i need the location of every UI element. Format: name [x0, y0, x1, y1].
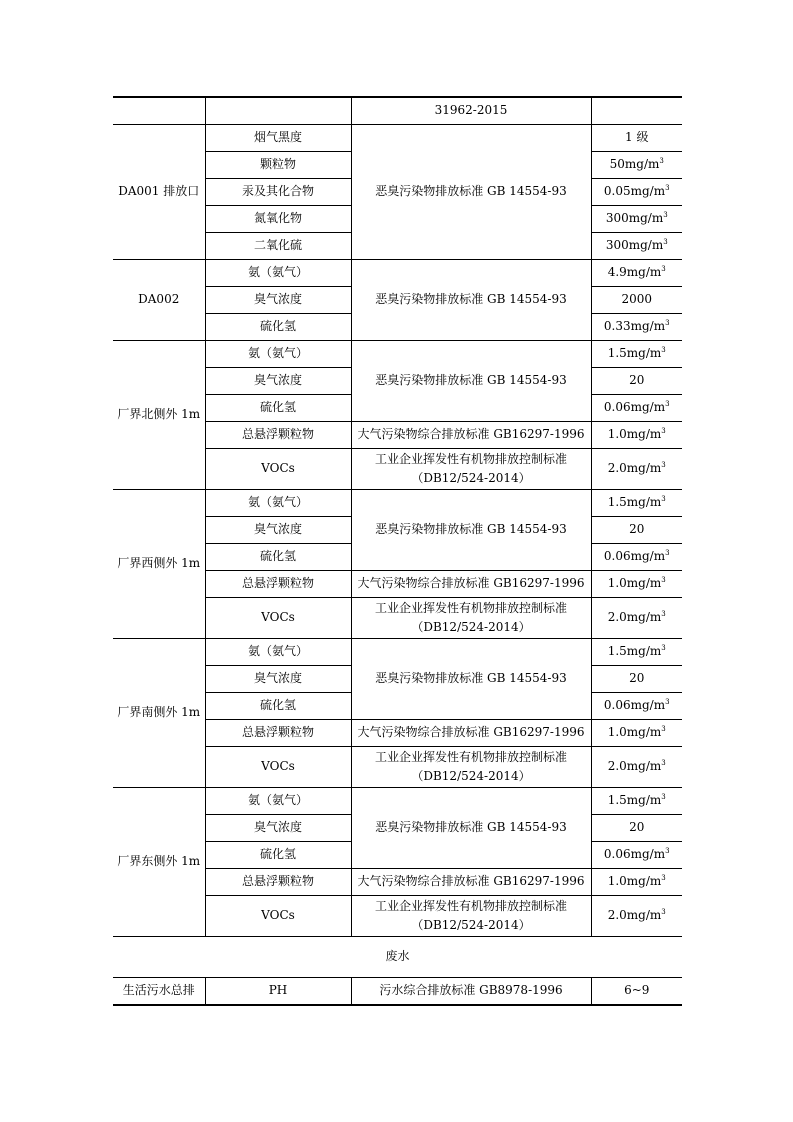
standard-cell: 恶臭污染物排放标准 GB 14554-93	[351, 489, 591, 570]
section-header-wastewater: 废水	[113, 936, 682, 977]
limit-cell: $0.06mg/m^3$	[591, 543, 682, 570]
pollutant-cell: 总悬浮颗粒物	[205, 719, 351, 746]
table-row	[113, 638, 682, 665]
limit-cell: $2.0mg/m^3$	[591, 895, 682, 936]
pollutant-cell: 臭气浓度	[205, 367, 351, 394]
table-row	[113, 787, 682, 814]
pollutant-cell: 硫化氢	[205, 543, 351, 570]
pollutant-cell: 氨（氨气）	[205, 340, 351, 367]
pollutant-cell: 二氧化硫	[205, 232, 351, 259]
monitor-point-cell: 厂界东侧外 1m	[113, 787, 205, 936]
pollutant-cell: 烟气黑度	[205, 124, 351, 151]
pollutant-cell: VOCs	[205, 895, 351, 936]
monitor-point-cell: DA001 排放口	[113, 124, 205, 259]
pollutant-cell: VOCs	[205, 597, 351, 638]
limit-cell: $1.0mg/m^3$	[591, 868, 682, 895]
standard-cell: 恶臭污染物排放标准 GB 14554-93	[351, 787, 591, 868]
standard-cell: 污水综合排放标准 GB8978-1996	[351, 977, 591, 1005]
pollutant-cell: 总悬浮颗粒物	[205, 421, 351, 448]
pollutant-cell: 硫化氢	[205, 692, 351, 719]
pollutant-cell: 总悬浮颗粒物	[205, 868, 351, 895]
pollutant-cell: 氮氧化物	[205, 205, 351, 232]
pollutant-cell	[205, 97, 351, 124]
table-row	[113, 97, 682, 124]
limit-cell: $1.5mg/m^3$	[591, 489, 682, 516]
monitor-point-cell: 厂界西侧外 1m	[113, 489, 205, 638]
limit-cell: $2.0mg/m^3$	[591, 448, 682, 489]
standard-cell: 大气污染物综合排放标准 GB16297-1996	[351, 570, 591, 597]
limit-cell: $0.06mg/m^3$	[591, 394, 682, 421]
table-row	[113, 489, 682, 516]
pollutant-cell: 氨（氨气）	[205, 787, 351, 814]
monitor-point-cell: DA002	[113, 259, 205, 340]
limit-cell: 1 级	[591, 124, 682, 151]
standard-cell: 工业企业挥发性有机物排放控制标准 （DB12/524-2014）	[351, 895, 591, 936]
pollutant-cell: 硫化氢	[205, 313, 351, 340]
pollutant-cell: 氨（氨气）	[205, 638, 351, 665]
standard-cell: 工业企业挥发性有机物排放控制标准 （DB12/524-2014）	[351, 448, 591, 489]
limit-cell: $2.0mg/m^3$	[591, 746, 682, 787]
limit-cell: $1.5mg/m^3$	[591, 787, 682, 814]
pollutant-cell: 氨（氨气）	[205, 489, 351, 516]
table-row	[113, 259, 682, 286]
monitor-point-cell: 厂界北侧外 1m	[113, 340, 205, 489]
standard-cell: 恶臭污染物排放标准 GB 14554-93	[351, 340, 591, 421]
limit-cell: $1.0mg/m^3$	[591, 570, 682, 597]
table-row	[113, 977, 682, 1005]
monitor-point-cell: 厂界南侧外 1m	[113, 638, 205, 787]
limit-cell: $1.0mg/m^3$	[591, 719, 682, 746]
limit-cell: $4.9mg/m^3$	[591, 259, 682, 286]
pollutant-cell: 臭气浓度	[205, 665, 351, 692]
limit-cell: 20	[591, 516, 682, 543]
pollutant-cell: 臭气浓度	[205, 814, 351, 841]
monitor-point-cell	[113, 97, 205, 124]
pollutant-cell: 颗粒物	[205, 151, 351, 178]
pollutant-cell: VOCs	[205, 746, 351, 787]
standard-cell: 大气污染物综合排放标准 GB16297-1996	[351, 868, 591, 895]
pollutant-cell: 氨（氨气）	[205, 259, 351, 286]
section-header-row	[113, 936, 682, 977]
standard-cell: 工业企业挥发性有机物排放控制标准 （DB12/524-2014）	[351, 746, 591, 787]
emission-standards-table	[113, 96, 682, 1006]
limit-cell: $0.06mg/m^3$	[591, 692, 682, 719]
pollutant-cell: 硫化氢	[205, 394, 351, 421]
pollutant-cell: 汞及其化合物	[205, 178, 351, 205]
standard-cell: 工业企业挥发性有机物排放控制标准 （DB12/524-2014）	[351, 597, 591, 638]
pollutant-cell: 臭气浓度	[205, 516, 351, 543]
limit-cell: 2000	[591, 286, 682, 313]
limit-cell: 20	[591, 814, 682, 841]
limit-cell: 20	[591, 367, 682, 394]
standard-cell: 大气污染物综合排放标准 GB16297-1996	[351, 421, 591, 448]
pollutant-cell: VOCs	[205, 448, 351, 489]
limit-cell: $0.05mg/m^3$	[591, 178, 682, 205]
standard-cell: 恶臭污染物排放标准 GB 14554-93	[351, 638, 591, 719]
pollutant-cell: 臭气浓度	[205, 286, 351, 313]
limit-cell: 6~9	[591, 977, 682, 1005]
pollutant-cell: 总悬浮颗粒物	[205, 570, 351, 597]
limit-cell: $1.0mg/m^3$	[591, 421, 682, 448]
standard-cell: 31962-2015	[351, 97, 591, 124]
limit-cell: $0.33mg/m^3$	[591, 313, 682, 340]
limit-cell: $2.0mg/m^3$	[591, 597, 682, 638]
table-row	[113, 340, 682, 367]
standard-cell: 恶臭污染物排放标准 GB 14554-93	[351, 259, 591, 340]
limit-cell: $0.06mg/m^3$	[591, 841, 682, 868]
standard-cell: 恶臭污染物排放标准 GB 14554-93	[351, 124, 591, 259]
limit-cell	[591, 97, 682, 124]
monitor-point-cell: 生活污水总排	[113, 977, 205, 1005]
pollutant-cell: 硫化氢	[205, 841, 351, 868]
table-row	[113, 124, 682, 151]
limit-cell: $1.5mg/m^3$	[591, 340, 682, 367]
limit-cell: 20	[591, 665, 682, 692]
limit-cell: $50mg/m^3$	[591, 151, 682, 178]
pollutant-cell: PH	[205, 977, 351, 1005]
standard-cell: 大气污染物综合排放标准 GB16297-1996	[351, 719, 591, 746]
limit-cell: $300mg/m^3$	[591, 232, 682, 259]
limit-cell: $300mg/m^3$	[591, 205, 682, 232]
limit-cell: $1.5mg/m^3$	[591, 638, 682, 665]
